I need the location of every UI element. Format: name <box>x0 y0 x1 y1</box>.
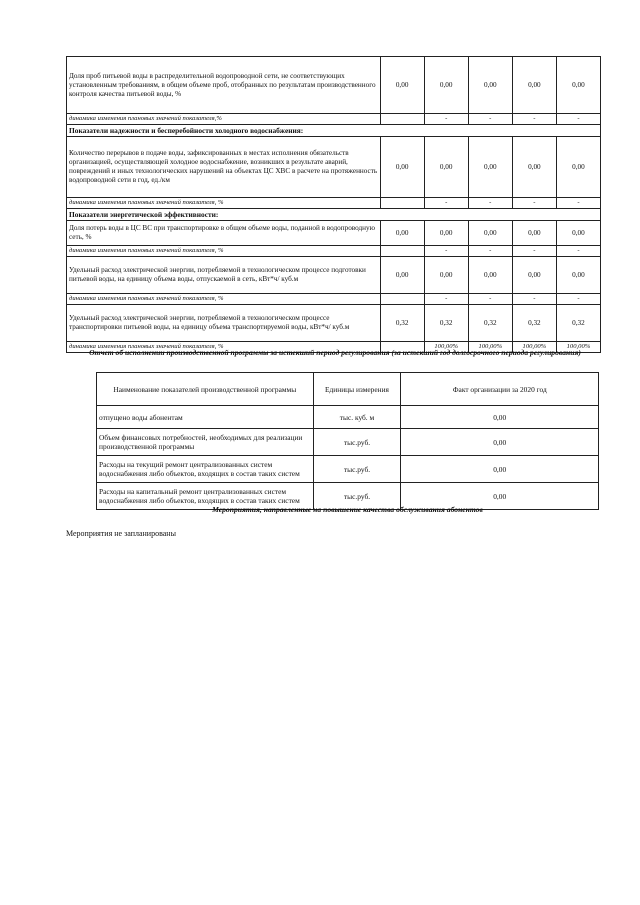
value-cell: 0,32 <box>424 305 468 342</box>
header-row <box>97 373 599 406</box>
value-cell: - <box>468 294 512 305</box>
value-cell: 100,00% <box>512 342 556 353</box>
fact-value: 0,00 <box>401 429 599 456</box>
value-cell: 0,00 <box>380 57 424 114</box>
value-cell: 0,00 <box>556 137 600 198</box>
value-cell: - <box>556 198 600 209</box>
dynamics-label: динамика изменения плановых значений показателя, % <box>67 198 381 209</box>
value-cell: 0,00 <box>424 137 468 198</box>
column-header: Наименование показателей производственной программы <box>97 373 314 406</box>
table-row <box>97 406 599 429</box>
value-cell: 0,00 <box>512 57 556 114</box>
indicator-name: Расходы на капитальный ремонт централизованных систем водоснабжения либо объектов, входящих в состав таких систем <box>97 483 314 510</box>
dynamics-label: динамика изменения плановых значений показателя, % <box>67 294 381 305</box>
value-cell: - <box>556 294 600 305</box>
value-cell: 100,00% <box>556 342 600 353</box>
value-cell: - <box>512 114 556 125</box>
unit-cell: тыс.руб. <box>313 429 401 456</box>
section-title: Показатели надежности и бесперебойности холодного водоснабжения: <box>67 125 601 137</box>
dynamics-row <box>67 198 601 209</box>
dynamics-label: динамика изменения плановых значений показателя, % <box>67 246 381 257</box>
value-cell <box>380 114 424 125</box>
section-row <box>67 125 601 137</box>
measures-caption: Мероприятия, направленные на повышение качества обслуживания абонентов <box>212 505 483 514</box>
dynamics-row <box>67 114 601 125</box>
value-cell: - <box>556 246 600 257</box>
indicator-label: Доля проб питьевой воды в распределительной водопроводной сети, не соответствующих установленным требованиям, в общем объеме проб, отобранных по результатам производственного контроля качества питьевой воды, % <box>67 57 381 114</box>
section-title: Показатели энергетической эффективности: <box>67 209 601 221</box>
dynamics-row <box>67 246 601 257</box>
report-caption: Отчет об исполнении производственной программы за истекший период регулирования (за истекший год долгосрочного периода регулирования) <box>89 348 581 357</box>
indicator-label: Доля потерь воды в ЦС ВС при транспортировке в общем объеме воды, поданной в водопроводную сеть, % <box>67 221 381 246</box>
value-cell: 0,00 <box>380 257 424 294</box>
indicator-row <box>67 257 601 294</box>
value-cell: 0,32 <box>556 305 600 342</box>
indicator-row <box>67 57 601 114</box>
value-cell <box>380 246 424 257</box>
fact-value: 0,00 <box>401 406 599 429</box>
indicator-row <box>67 305 601 342</box>
indicator-name: отпущено воды абонентам <box>97 406 314 429</box>
indicator-label: Удельный расход электрической энергии, потребляемой в технологическом процессе подготовки питьевой воды, на единицу объема воды, отпускаемой в сеть, кВт*ч/ куб.м <box>67 257 381 294</box>
value-cell: 0,00 <box>424 221 468 246</box>
value-cell: - <box>512 246 556 257</box>
value-cell: - <box>424 114 468 125</box>
fact-value: 0,00 <box>401 483 599 510</box>
value-cell: 0,00 <box>468 137 512 198</box>
value-cell: - <box>424 294 468 305</box>
fact-value: 0,00 <box>401 456 599 483</box>
table-row <box>97 456 599 483</box>
unit-cell: тыс. куб. м <box>313 406 401 429</box>
value-cell: 0,00 <box>380 137 424 198</box>
production-program-table <box>96 372 599 510</box>
value-cell: 0,32 <box>380 305 424 342</box>
value-cell: 0,00 <box>380 221 424 246</box>
dynamics-label: динамика изменения плановых значений показателя,% <box>67 114 381 125</box>
measures-note: Мероприятия не запланированы <box>66 529 176 538</box>
value-cell: - <box>468 114 512 125</box>
unit-cell: тыс.руб. <box>313 456 401 483</box>
dynamics-label: динамика изменения плановых значений показателя, % <box>67 342 381 353</box>
value-cell <box>380 294 424 305</box>
value-cell: - <box>424 246 468 257</box>
column-header: Факт организации за 2020 год <box>401 373 599 406</box>
value-cell: 0,00 <box>512 221 556 246</box>
dynamics-row <box>67 294 601 305</box>
value-cell: - <box>556 114 600 125</box>
indicators-table <box>66 56 601 353</box>
value-cell: - <box>512 294 556 305</box>
value-cell: - <box>424 198 468 209</box>
indicator-name: Объем финансовых потребностей, необходимых для реализации производственной программы <box>97 429 314 456</box>
value-cell: 0,00 <box>468 257 512 294</box>
value-cell: 0,00 <box>556 221 600 246</box>
value-cell <box>380 198 424 209</box>
indicator-label: Удельный расход электрической энергии, потребляемой в технологическом процессе транспортировки питьевой воды, на единицу объема транспортируемой воды, кВт*ч/ куб.м <box>67 305 381 342</box>
value-cell: 0,00 <box>468 221 512 246</box>
indicator-row <box>67 221 601 246</box>
value-cell: 0,00 <box>424 57 468 114</box>
value-cell: 0,00 <box>512 257 556 294</box>
value-cell: 0,32 <box>468 305 512 342</box>
section-row <box>67 209 601 221</box>
unit-cell: тыс.руб. <box>313 483 401 510</box>
value-cell: - <box>468 198 512 209</box>
value-cell: 0,00 <box>512 137 556 198</box>
indicator-name: Расходы на текущий ремонт централизованных систем водоснабжения либо объектов, входящих в состав таких систем <box>97 456 314 483</box>
value-cell: 100,00% <box>424 342 468 353</box>
value-cell: 0,00 <box>468 57 512 114</box>
value-cell: - <box>512 198 556 209</box>
value-cell: 0,00 <box>556 257 600 294</box>
value-cell: 0,32 <box>512 305 556 342</box>
column-header: Единицы измерения <box>313 373 401 406</box>
value-cell: - <box>468 246 512 257</box>
table-row <box>97 429 599 456</box>
value-cell: 0,00 <box>424 257 468 294</box>
value-cell: 0,00 <box>556 57 600 114</box>
indicator-row <box>67 137 601 198</box>
indicator-label: Количество перерывов в подаче воды, зафиксированных в местах исполнения обязательств организацией, осуществляющей холодное водоснабжение, возникших в результате аварий, повреждений и иных технологических нарушений на объектах ЦС ХВС в расчете на протяженность водопроводной сети в год, ед./км <box>67 137 381 198</box>
value-cell: 100,00% <box>468 342 512 353</box>
